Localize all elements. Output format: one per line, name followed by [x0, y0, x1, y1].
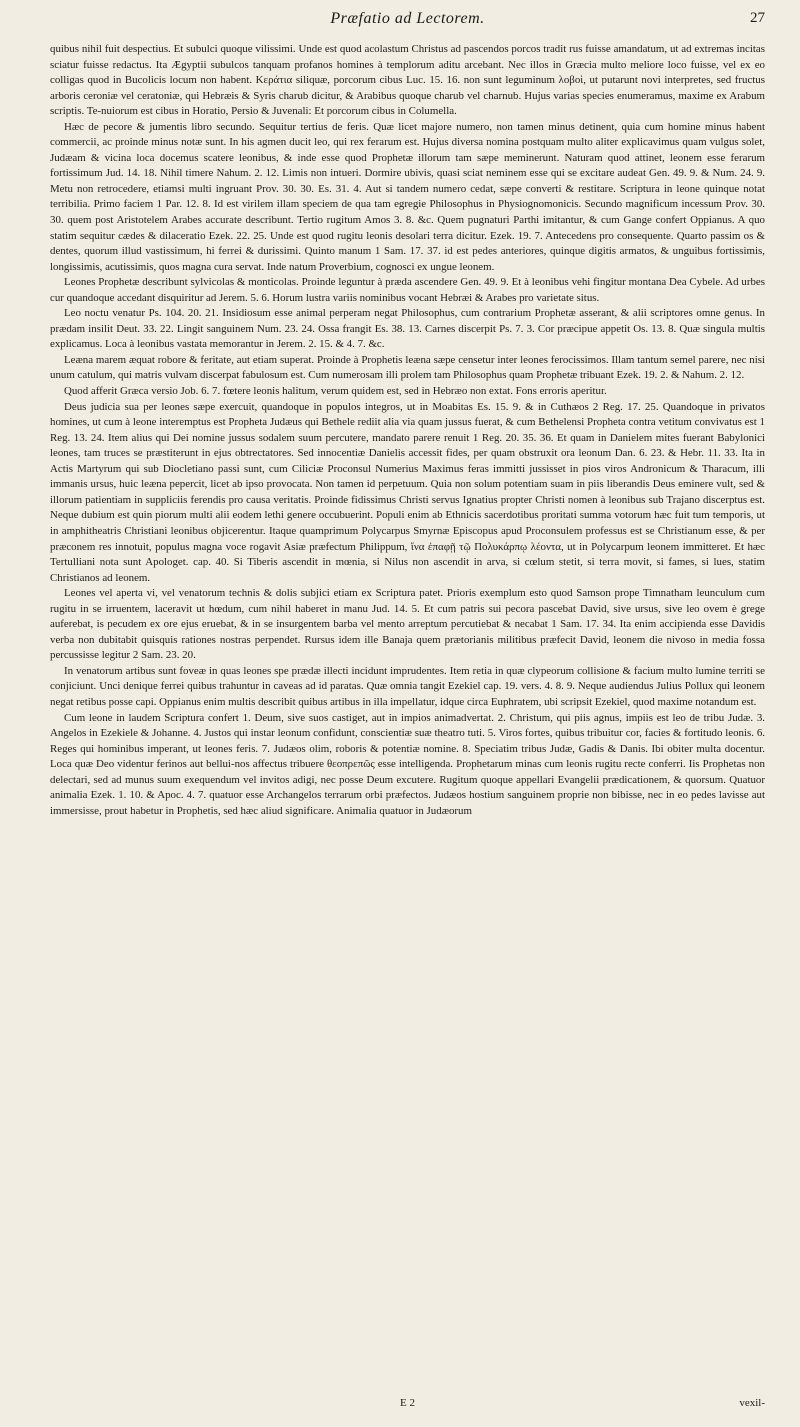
book-page	[50, 0, 765, 1427]
paragraph-10: Cum leone in laudem Scriptura confert 1. Deum, sive suos castiget, aut in impios animadvertat. 2. Christum, qui piis agnus, impiis est leo de tribu Judæ. 3. Angelos in Ezekiele & Johanne. 4. Justos qui instar leonum confidunt, conscientiæ suæ theatro tuti. 5. Viros fortes, quibus tribuitur cor, facies & fortitudo leonis. 6. Reges qui hominibus imperant, ut leones feris. 7. Judæos olim, roboris & potentiæ nomine. 8. Speciatim tribus Judæ, Gadis & Danis. Ibi obiter multa docentur. Loca quæ Deo videntur ferinos aut bellui-nos affectus tribuere θεοπρεπῶς esse intelligenda. Prophetarum minas cum leonis rugitu recte conferri. Iis Prophetas non delectari, sed ad munus suum exequendum vel invitos adigi, nec posse Deum excutere. Rugitum quoque appellari Evangelii prædicationem, & quorsum. Quatuor animalia Ezek. 1. 10. & Apoc. 4. 7. quatuor esse Archangelos terrarum orbi præfectos. Judæos hostium sanguinem proprie non bibisse, nec in eo pedes lavisse aut immersisse, prout habetur in Prophetis, sed hæc aliud significare. Animalia quatuor in Judæorum	[50, 711, 765, 817]
page-number: 27	[750, 10, 765, 26]
paragraph-4: Leo noctu venatur Ps. 104. 20. 21. Insidiosum esse animal perperam negat Philosophus, cum contrarium Prophetæ asserant, & alii scriptores omne genus. In prædam insilit Deut. 33. 22. Lingit sanguinem Num. 23. 24. Ossa frangit Es. 38. 13. Carnes discerpit Ps. 7. 3. Cor præcipue appetit Os. 13. 8. Quæ singula multis explicamus. Loca à leonibus vastata memorantur in Jerem. 2. 15. & 4. 7. &c.	[50, 307, 765, 351]
paragraph-1: quibus nihil fuit despectius. Et subulci quoque vilissimi. Unde est quod acolastum Christus ad pascendos porcos tradit rus fuisse amandatum, ut ad extremas incitas sciatur fuisse redactus. Ita Ægyptii subulcos tanquam profanos homines à templorum aditu arcebant. Nec illos in Græcia multo meliore loco fuisse, vel ex eo colligas quod in Bucolicis locum non habent. Κεράτια siliquæ, porcorum cibus Luc. 15. 16. non sunt leguminum λοβοὶ, ut putarunt novi interpretes, sed fructus arboris ceroniæ vel ceratoniæ, qui Hebræis & Syris charub dicitur, & Arabibus quoque charub vel charnub. Hujus varias species enumeramus, maxime ex Arabum scriptis. Te-nuiorum est cibus in Horatio, Persio & Juvenali: Et porcorum cibus in Columella.	[50, 43, 765, 118]
signature-mark: E 2	[400, 1397, 415, 1409]
paragraph-8: Leones vel aperta vi, vel venatorum technis & dolis subjici etiam ex Scriptura patet. Prioris exemplum esto quod Samson prope Timnatham leunculum cum rugitu in se irruentem, laceravit ut hœdum, cum nihil haberet in manu Jud. 14. 5. Et cum patris sui pecora pascebat David, sive ursus, sive leo ovem è grege auferebat, is pecudem ex ore ejus eruebat, & in se insurgentem barba vel mento arreptum percutiebat & necabat 1 Sam. 17. 34. Ita enim accipienda esse Davidis verba non dubitabit quisquis rationes nostras perpendet. Rursus idem ille Banaja quem prætorianis militibus præfecit David, leonem die nivoso in media fossa percussisse legitur 2 Sam. 23. 20.	[50, 587, 765, 662]
paragraph-5: Leæna marem æquat robore & feritate, aut etiam superat. Proinde à Prophetis leæna sæpe censetur inter leones ferocissimos. Illam tantum semel parere, nec nisi unum catulum, qui matris vulvam discerpat fabulosum est. Cum numerosam illi prolem tam Philosophus quam Prophetæ tribuant Ezek. 19. 2. & Nahum. 2. 12.	[50, 353, 765, 382]
paragraph-6: Quod afferit Græca versio Job. 6. 7. fœtere leonis halitum, verum quidem est, sed in Hebræo non extat. Fons erroris aperitur.	[64, 385, 607, 398]
running-header	[50, 6, 765, 42]
body-text	[50, 42, 765, 819]
paragraph-9: In venatorum artibus sunt foveæ in quas leones spe prædæ illecti incidunt imprudentes. Item retia in quæ clypeorum collisione & facium multo lumine territi se conjiciunt. Unci denique ferrei quibus trahuntur in caveas ad id paratas. Quæ omnia tangit Ezekiel cap. 19. vers. 4. 8. 9. Neque audiendus Julius Pollux qui leonem negat retibus posse capi. Oppianus enim multis describit quibus artibus in illa impellatur, idque circa Euphratem, ubi scripsit Ezekiel, quod maxime notandum est.	[50, 664, 765, 708]
paragraph-3: Leones Prophetæ describunt sylvicolas & monticolas. Proinde leguntur à præda ascendere Gen. 49. 9. Et à leonibus vehi fingitur montana Dea Cybele. Ad urbes cur quandoque accedant disquiritur ad Jerem. 5. 6. Horum lustra variis nominibus vocant Hebræi & Arabes pro varietate situs.	[50, 276, 765, 304]
paragraph-7: Deus judicia sua per leones sæpe exercuit, quandoque in populos integros, ut in Moabitas Es. 15. 9. & in Cuthæos 2 Reg. 17. 25. Quandoque in privatos homines, ut cum à leone interemptus est Propheta Judæus qui Bethele rediit alia via quam jussus fuerat, & cum Bethelensi Propheta contra vetitum convivatus est 1 Reg. 13. 24. Item alius qui Dei nomine jussus sodalem suum percutere, mandato parere renuit 1 Reg. 20. 35. 36. Et quam in Danielem mites fuerant Babylonici leones, tam truces se præstiterunt in ejus obtrectatores. Sed innocentiæ Danielis accessit fides, per quam obstruxit ora leonum Dan. 6. 23. & Hebr. 11. 33. Ita in Actis Martyrum qui sub Diocletiano passi sunt, cum Ciliciæ Proconsul Numerius Maximus feras immitti jussisset in pios viros Andronicum & Tharacum, illi immanis ursus, huic leæna pepercit, licet ab ipso provocata. Non tamen id perpetuum. Quia non solum potentiam suam in piis liberandis Deus eminere vult, sed & illorum patientiam in suppliciis ferendis pro causa veritatis. Proinde fidissimus Christi servus Ignatius propter Christi nomen à leonibus sub Trajano discerptus est. Neque dubium est quin piorum multi alii eodem lethi genere occubuerint. Populi enim ab Ethnicis sacerdotibus proritati summa votorum hæc fuit tum temporis, ut in amphitheatris Christiani leonibus objicerentur. Itaque quamprimum Polycarpus Smyrnæ Episcopus apud Proconsulem professus est se Christianum esse, & per præconem res innotuit, populus magna voce rogavit Asiæ præfectum Philippum, ἵνα ἐπαφῇ τῷ Πολυκάρπῳ λέοντα, ut in Polycarpum leonem immitteret. Et hæc Tertulliani nota sunt Apologet. cap. 40. Si Tiberis ascendit in mœnia, si Nilus non ascendit in arva, si cœlum stetit, si terra movit, si fames, si lues, statim Christianos ad leonem.	[50, 400, 765, 584]
page-footer	[50, 1397, 765, 1417]
catchword: vexil-	[739, 1397, 765, 1409]
paragraph-2: Hæc de pecore & jumentis libro secundo. Sequitur tertius de feris. Quæ licet majore numero, non tamen minus detinent, quia cum homine minus habent commercii, ac proinde minus notæ sunt. In his agmen ducit leo, qui rex ferarum est. Hujus diversa nomina postquam multo aliter explicavimus quam vulgus solet, Judæam & vicina loca docemus scatere leonibus, & inde esse quod Prophetæ illorum tam sæpe meminerunt. Naturam quod attinet, leonem esse ferarum fortissimum Jud. 14. 18. Nihil timere Nahum. 2. 12. Limis non intueri. Dormire ubivis, quasi sciat neminem esse qui se excitare audeat Gen. 49. 9. & Num. 24. 9. Metu non retrocedere, etiamsi multi ingruant Prov. 30. 30. Es. 31. 4. Aut si tandem numero cedat, sæpe converti & restitare. Scriptura in leone quinque notat terribilia. Primo faciem 1 Par. 12. 8. Id est virilem illam speciem de qua tam egregie Philosophus in Physiognomonicis. Secundo magnificum incessum Prov. 30. 30. quem post Aristotelem Arabes accurate describunt. Tertio rugitum Amos 3. 8. &c. Quem pugnaturi Parthi imitantur, & cum Gange confert Oppianus. A quo statim sequitur cædes & dilaceratio Ezek. 22. 25. Unde est quod rugitu leonis desolari terra dicitur. Ezek. 19. 7. Antecedens pro consequente. Quarto passim os & dentes, quorum illud vastissimum, hi ferrei & durissimi. Quinto manum 1 Sam. 17. 37. id est pedes anteriores, quinque digitis armatos, & unguibus fortissimis, longissimis, acutissimis, quos magna cura servat. Inde natum Proverbium, cognosci ex ungue leonem.	[50, 120, 765, 273]
running-title: Præfatio ad Lectorem.	[330, 10, 485, 27]
